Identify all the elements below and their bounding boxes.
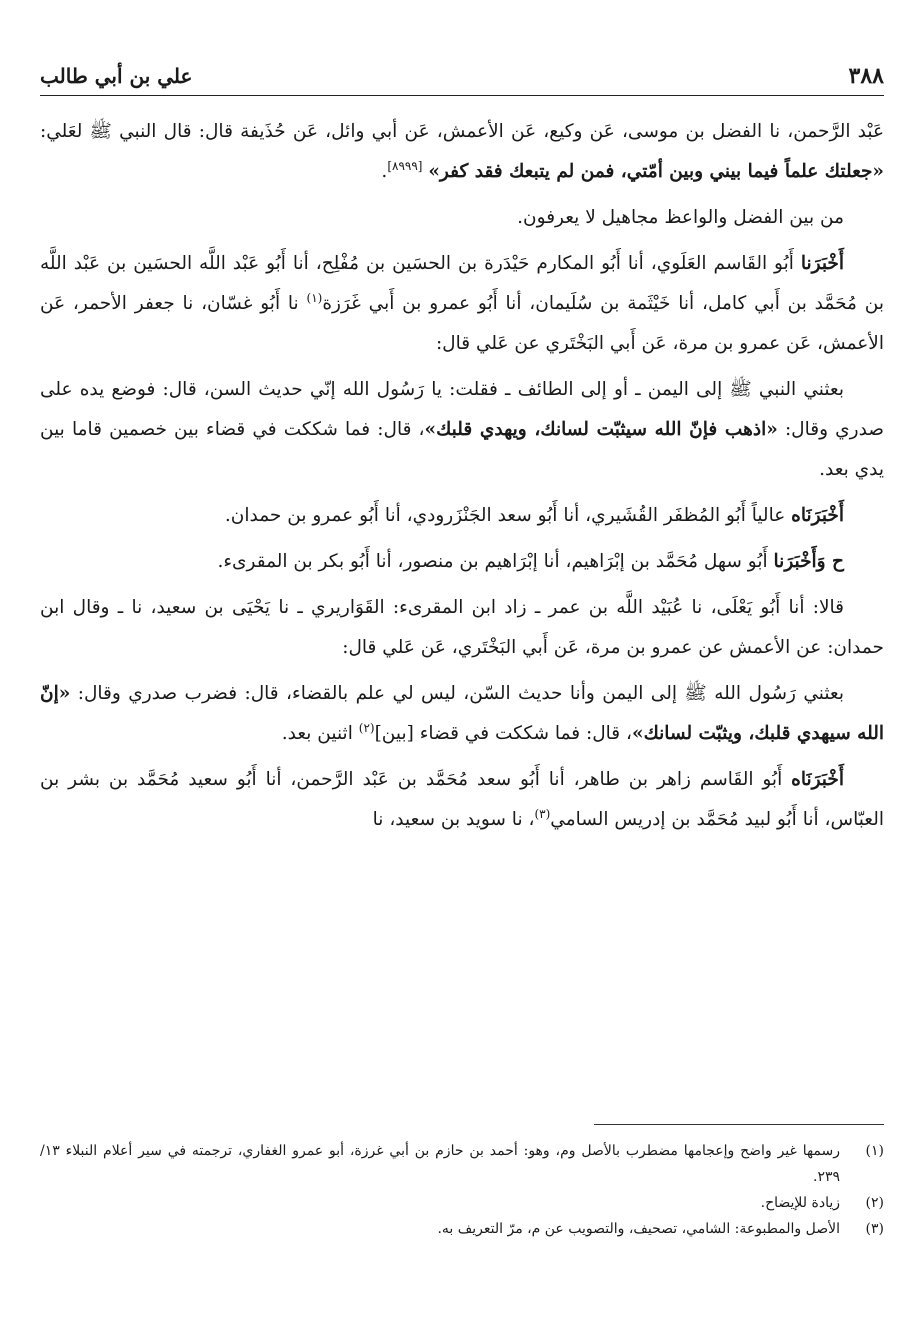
footnotes bbox=[40, 1138, 884, 1242]
paragraph-5: أَخْبَرَنَاه عالياً أَبُو المُظفَر القُشَيري، أنا أَبُو سعد الجَنْزَرودي، أنا أَبُو عمرو بن حمدان. bbox=[224, 505, 844, 526]
paragraph-4: بعثني النبي ﷺ إلى اليمن ـ أو إلى الطائف ـ فقلت: يا رَسُول الله إنّي حديث السن، قال: فوضع يده على صدري وقال: «اذهب فإنّ الله سيثبّت لسانك، ويهدي قلبك»، قال: فما شككت في قضاء بين خصمين قاما بين يدي بعد. bbox=[40, 379, 884, 480]
footnote-number: (٣) bbox=[865, 1221, 884, 1237]
hadith-quote: «اذهب فإنّ الله سيثبّت لسانك، ويهدي قلبك» bbox=[424, 419, 778, 440]
akhbarana-label: أَخْبَرَنَاه bbox=[791, 769, 844, 790]
footnote-3 bbox=[40, 1216, 884, 1242]
paragraph-1: عَبْد الرَّحمن، نا الفضل بن موسى، عَن وكيع، عَن الأعمش، عَن أبي وائل، عَن حُذَيفة قال: قال النبي ﷺ لعَلي: «جعلتك علماً فيما بيني وبين أمّتي، فمن لم يتبعك فقد كفر» [٨٩٩٩]. bbox=[40, 121, 884, 182]
paragraph-2: من بين الفضل والواعظ مجاهيل لا يعرفون. bbox=[517, 207, 844, 228]
footnote-ref-3: (٣) bbox=[534, 806, 551, 821]
footnote-2 bbox=[40, 1190, 884, 1216]
paragraph-3: أَخْبَرَنا أَبُو القَاسم العَلَوي، أنا أَبُو المكارم حَيْدَرة بن الحسَين بن مُفْلِح، أنا أَبُو عَبْد اللَّه الحسَين بن عَبْد اللَّه بن مُحَمَّد بن أَبي كامل، أنا خَيْثَمة بن سُلَيمان، أنا أَبُو عمرو بن أَبي غَرَزة$^{(١)}$ نا أَبُو غسّان، نا جعفر الأحمر، عَن الأعمش، عَن عمرو بن مرة، عَن أَبي البَخْتَري عن عَلي قال: bbox=[40, 253, 884, 354]
footnote-number: (٢) bbox=[865, 1195, 884, 1211]
footnote-text: زيادة للإيضاح. bbox=[760, 1195, 840, 1211]
footnote-ref-1: (١) bbox=[306, 290, 323, 305]
footnote-text: الأصل والمطبوعة: الشامي، تصحيف، والتصويب عن م، مرّ التعريف به. bbox=[437, 1221, 840, 1237]
akhbarana-label: أَخْبَرَنَاه bbox=[791, 505, 844, 526]
paragraph-6: ح وَأَخْبَرَنا أَبُو سهل مُحَمَّد بن إبْرَاهيم، أنا إبْرَاهيم بن منصور، أنا أَبُو بكر بن المقرىء. bbox=[217, 551, 844, 572]
paragraph-7: قالا: أنا أَبُو يَعْلَى، نا عُبَيْد اللَّه بن عمر ـ زاد ابن المقرىء: القَوَاريري ـ نا يَحْيَى بن سعيد، نا ـ وقال ابن حمدان: عن الأعمش عن عمرو بن مرة، عَن أَبي البَخْتَري، عَن عَلي قال: bbox=[40, 597, 884, 658]
footnote-text: رسمها غير واضح وإعجامها مضطرب بالأصل وم، وهو: أحمد بن حازم بن أبي غرزة، أبو عمرو الغفاري، ترجمته في سير أعلام النبلاء ١٣/ ٢٣٩. bbox=[40, 1143, 840, 1185]
header-rule bbox=[40, 95, 884, 96]
footnote-rule bbox=[594, 1124, 884, 1125]
footnote-1 bbox=[40, 1138, 884, 1190]
hadith-quote: «جعلتك علماً فيما بيني وبين أمّتي، فمن لم يتبعك فقد كفر» bbox=[428, 161, 884, 182]
running-title: علي بن أبي طالب bbox=[40, 64, 193, 88]
page-header bbox=[40, 58, 884, 94]
hadith-quote: «إنّ الله سيهدي قلبك، ويثبّت لسانك» bbox=[40, 683, 884, 744]
footnote-number: (١) bbox=[865, 1143, 884, 1159]
akhbarana-label: ح وَأَخْبَرَنا bbox=[773, 551, 844, 572]
akhbarana-label: أَخْبَرَنا bbox=[800, 253, 844, 274]
main-text bbox=[40, 112, 884, 1082]
footnote-ref-2: (٢) bbox=[358, 720, 375, 735]
paragraph-8: بعثني رَسُول الله ﷺ إلى اليمن وأنا حديث السّن، ليس لي علم بالقضاء، قال: فضرب صدري وقال: «إنّ الله سيهدي قلبك، ويثبّت لسانك»، قال: فما شككت في قضاء [بين]$^{(٢)}$ اثنين بعد. bbox=[40, 683, 884, 744]
reference-mark: [٨٩٩٩] bbox=[387, 158, 423, 173]
paragraph-9: أَخْبَرَنَاه أَبُو القَاسم زاهر بن طاهر، أنا أَبُو سعد مُحَمَّد بن عَبْد الرَّحمن، أنا أَبُو سعيد مُحَمَّد بن بشر بن العبّاس، أنا أَبُو لبيد مُحَمَّد بن إدريس السامي$^{(٣)}$، نا سويد بن سعيد، نا bbox=[40, 769, 884, 830]
page-number: ٣٨٨ bbox=[848, 63, 884, 89]
